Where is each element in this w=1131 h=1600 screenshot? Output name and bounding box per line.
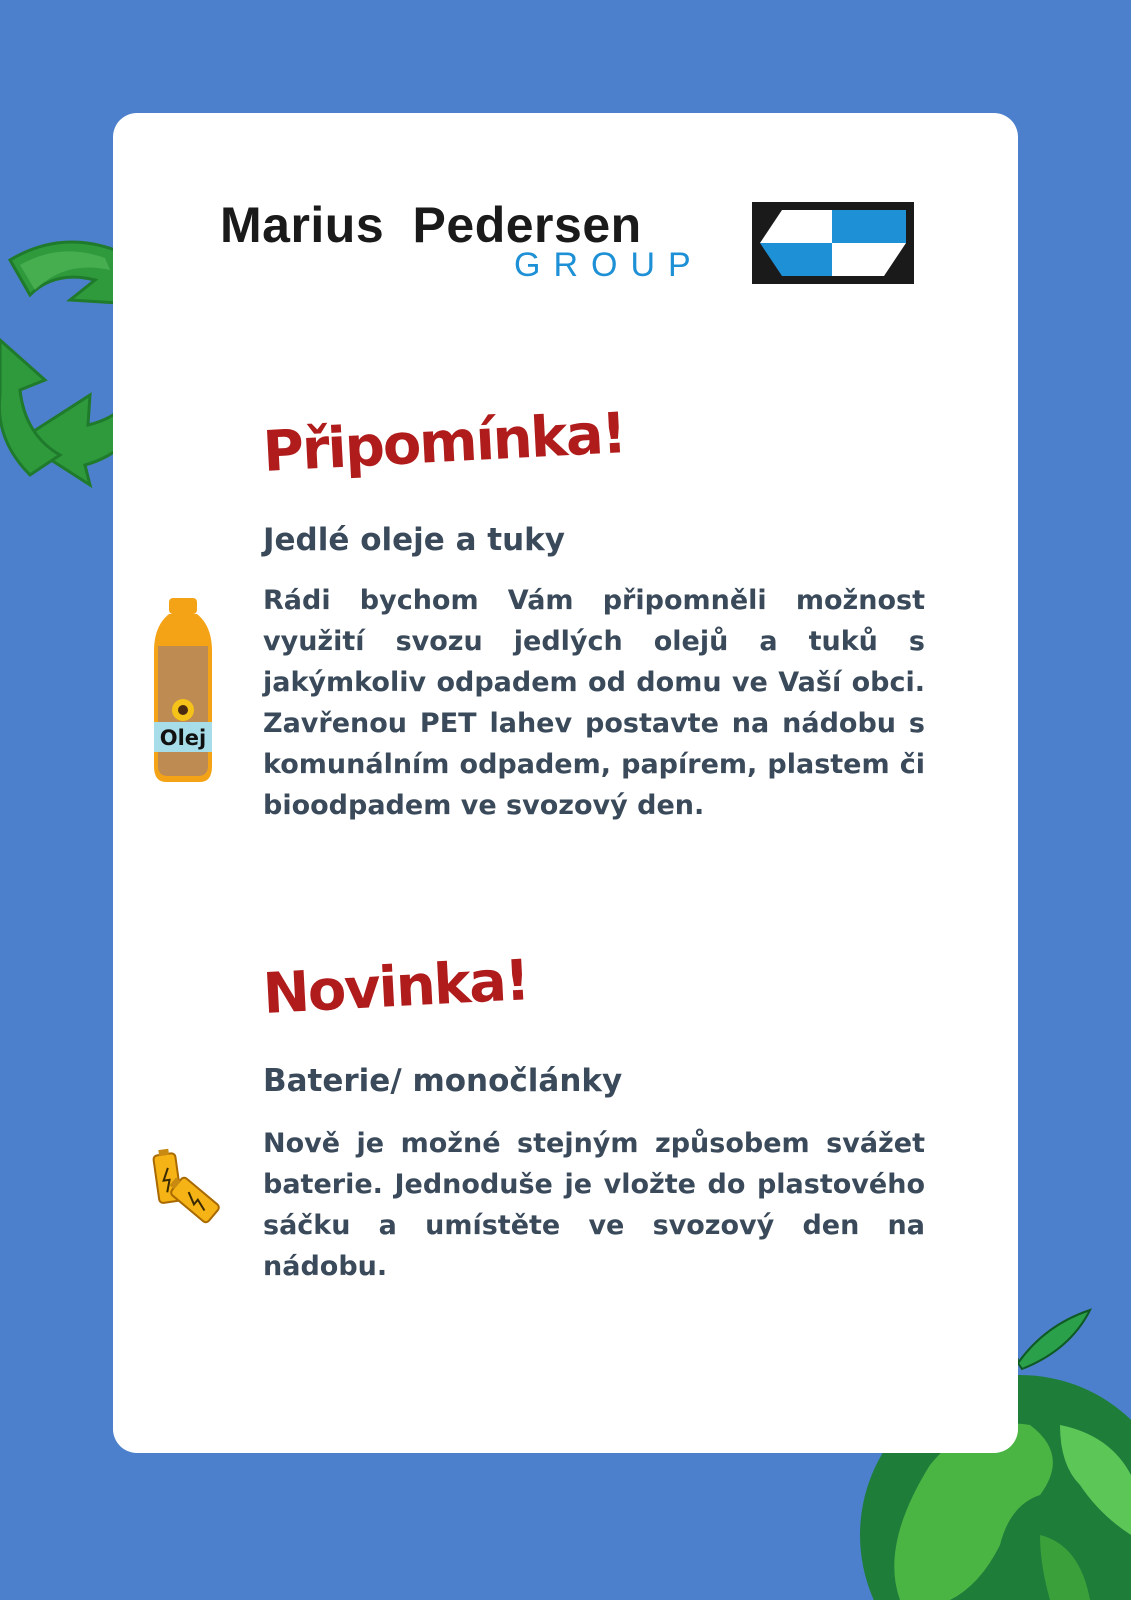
batteries-icon: [150, 1148, 220, 1224]
batteries-title: Baterie/ monočlánky: [263, 1063, 623, 1099]
oils-title: Jedlé oleje a tuky: [263, 522, 566, 558]
marius-pedersen-logo: [220, 196, 920, 286]
oil-label: Olej: [159, 726, 207, 750]
logo-name: Marius Pedersen: [220, 197, 642, 253]
logo-group: GROUP: [514, 246, 704, 284]
logo-mark-icon: [752, 202, 914, 284]
news-headline: Novinka!: [261, 948, 530, 1027]
batteries-paragraph: Nově je možné stejným způsobem svážet baterie. Jednoduše je vložte do plastového sáčku a umístěte ve svozový den na nádobu.: [263, 1128, 925, 1282]
oil-bottle-icon: [150, 596, 216, 786]
oils-paragraph: Rádi bychom Vám připomněli možnost využití svozu jedlých olejů a tuků s jakýmkoliv odpadem od domu ve Vaší obci. Zavřenou PET lahev postavte na nádobu s komunálním odpadem, papírem, plastem či bioodpadem ve svozový den.: [263, 585, 925, 821]
reminder-headline: Připomínka!: [261, 401, 627, 485]
